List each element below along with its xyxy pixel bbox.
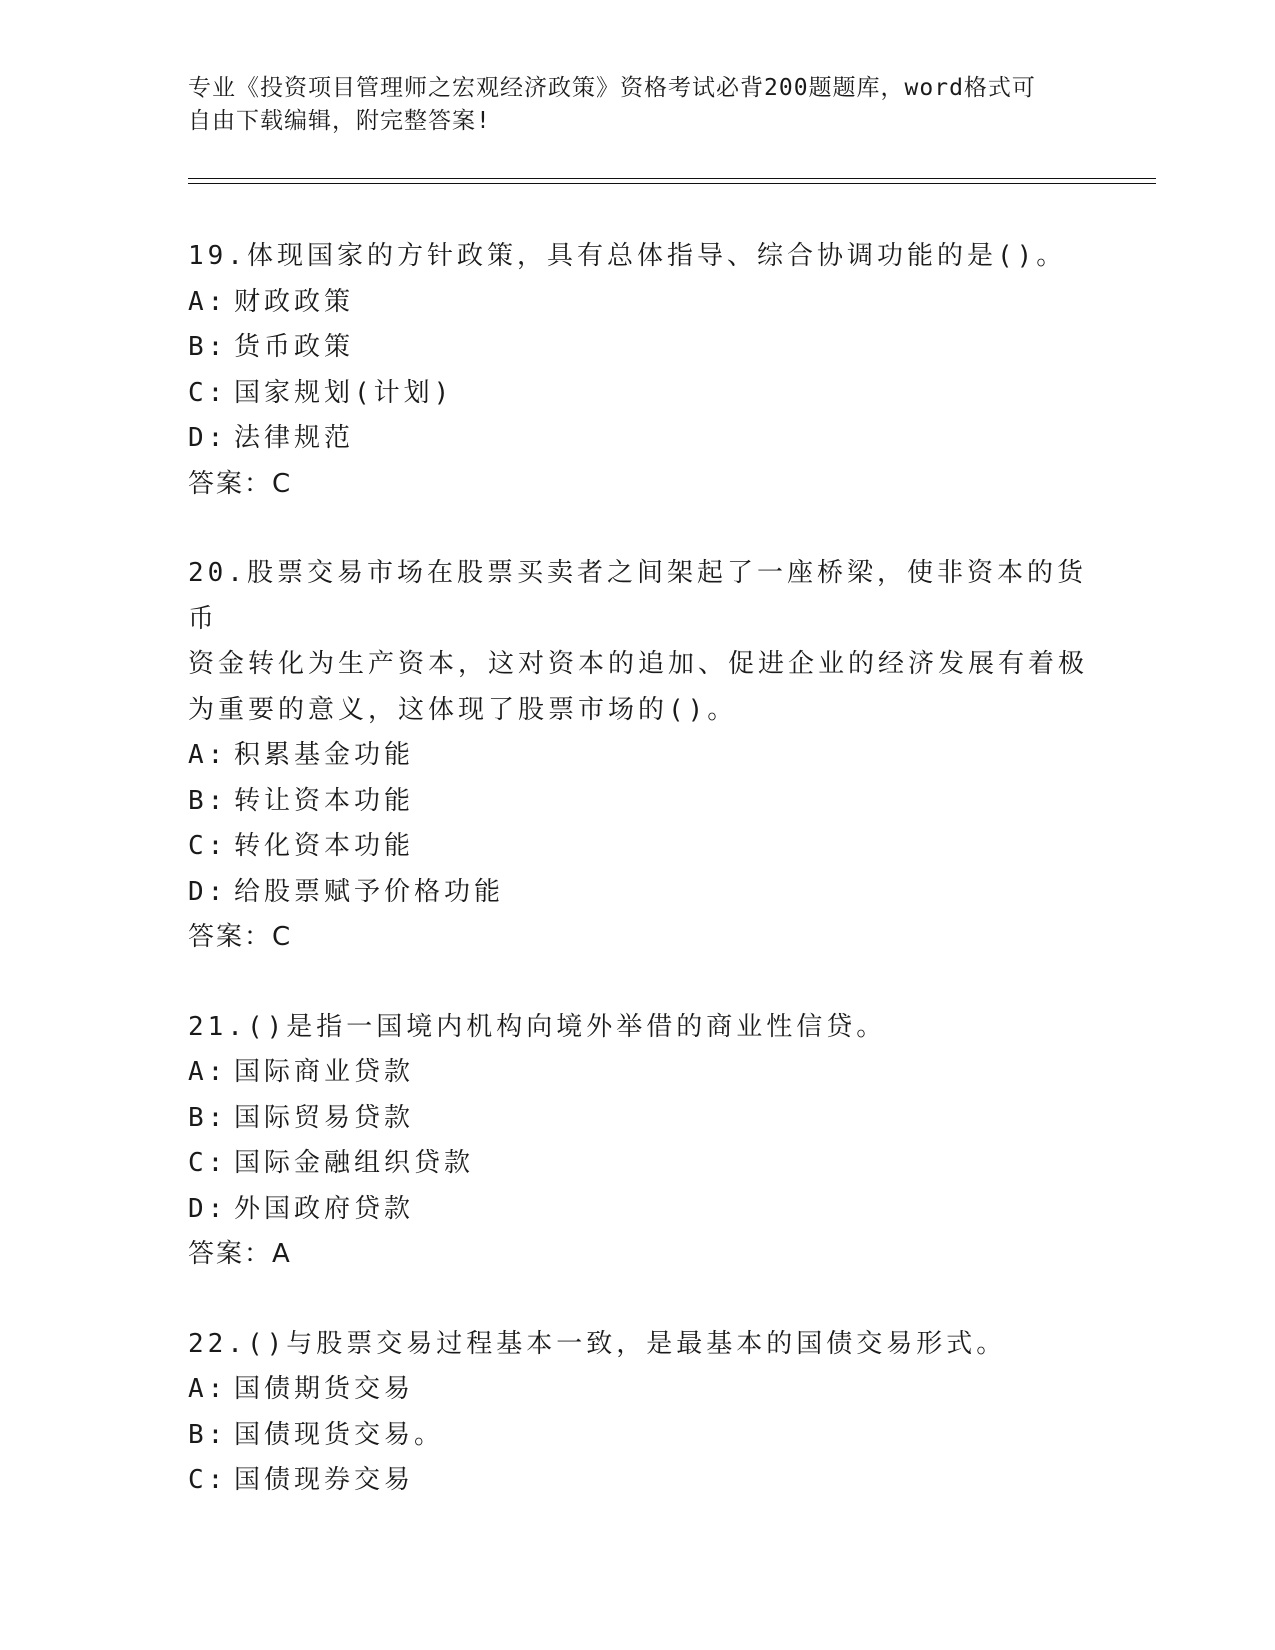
option-text: 国债期货交易 — [234, 1374, 415, 1404]
option-key: A: — [188, 1374, 228, 1404]
answer-option — [188, 1367, 1088, 1413]
answer-label: 答案： — [188, 468, 273, 499]
question-stem: 为重要的意义，这体现了股票市场的()。 — [188, 694, 738, 725]
option-key: A: — [188, 1057, 228, 1087]
answer-option — [188, 416, 1088, 462]
question-block — [188, 234, 1088, 507]
option-text: 给股票赋予价格功能 — [234, 876, 505, 907]
option-text: 国家规划(计划) — [234, 377, 454, 408]
answer-option — [188, 280, 1088, 326]
question-stem: 19.体现国家的方针政策，具有总体指导、综合协调功能的是()。 — [188, 241, 1067, 271]
answer-label: 答案： — [188, 1239, 273, 1269]
answer-option — [188, 824, 1088, 870]
option-key: A: — [188, 286, 228, 317]
option-key: D: — [188, 423, 228, 453]
header-line-2: 自由下载编辑，附完整答案! — [188, 108, 491, 134]
answer-line — [188, 462, 1088, 508]
question-block — [188, 551, 1088, 961]
option-text: 国际商业贷款 — [234, 1057, 415, 1087]
option-text: 积累基金功能 — [234, 740, 415, 770]
answer-option — [188, 371, 1088, 417]
answer-line — [188, 1232, 1088, 1278]
question-stem: 22.()与股票交易过程基本一致，是最基本的国债交易形式。 — [188, 1328, 1007, 1359]
answer-value: C — [272, 922, 293, 952]
option-key: C: — [188, 377, 228, 408]
option-text: 国债现货交易。 — [234, 1419, 445, 1450]
option-text: 法律规范 — [234, 423, 355, 453]
header-line-1: 专业《投资项目管理师之宏观经济政策》资格考试必背200题题库，word格式可 — [188, 75, 1036, 101]
option-text: 国际贸易贷款 — [234, 1102, 415, 1133]
answer-option — [188, 870, 1088, 916]
answer-option — [188, 325, 1088, 371]
option-key: A: — [188, 740, 228, 770]
header-divider-bottom — [188, 183, 1156, 184]
question-list — [188, 234, 1088, 1548]
answer-option — [188, 1187, 1088, 1233]
option-key: D: — [188, 1193, 228, 1224]
answer-option — [188, 733, 1088, 779]
option-text: 货币政策 — [234, 332, 355, 362]
option-text: 国际金融组织贷款 — [234, 1148, 475, 1178]
option-key: C: — [188, 1465, 228, 1495]
question-stem: 21.()是指一国境内机构向境外举借的商业性信贷。 — [188, 1011, 887, 1042]
option-key: B: — [188, 1102, 228, 1133]
answer-option — [188, 1141, 1088, 1187]
question-block — [188, 1322, 1088, 1504]
answer-value: A — [272, 1239, 292, 1269]
answer-option — [188, 1458, 1088, 1504]
document-header — [188, 72, 1068, 138]
option-text: 外国政府贷款 — [234, 1193, 415, 1224]
option-text: 财政政策 — [234, 286, 355, 317]
question-stem: 20.股票交易市场在股票买卖者之间架起了一座桥梁，使非资本的货币 — [188, 558, 1087, 634]
answer-value: C — [272, 468, 293, 499]
option-key: B: — [188, 332, 228, 362]
option-key: D: — [188, 876, 228, 907]
option-key: B: — [188, 1419, 228, 1450]
option-key: C: — [188, 831, 228, 861]
answer-line — [188, 915, 1088, 961]
option-text: 转化资本功能 — [234, 831, 415, 861]
answer-option — [188, 1413, 1088, 1459]
question-stem: 资金转化为生产资本，这对资本的追加、促进企业的经济发展有着极 — [188, 649, 1089, 679]
answer-label: 答案： — [188, 922, 273, 952]
question-block — [188, 1005, 1088, 1278]
option-text: 转让资本功能 — [234, 785, 415, 816]
option-key: C: — [188, 1148, 228, 1178]
header-divider-top — [188, 178, 1156, 179]
answer-option — [188, 1096, 1088, 1142]
option-text: 国债现券交易 — [234, 1465, 415, 1495]
option-key: B: — [188, 785, 228, 816]
answer-option — [188, 779, 1088, 825]
answer-option — [188, 1050, 1088, 1096]
